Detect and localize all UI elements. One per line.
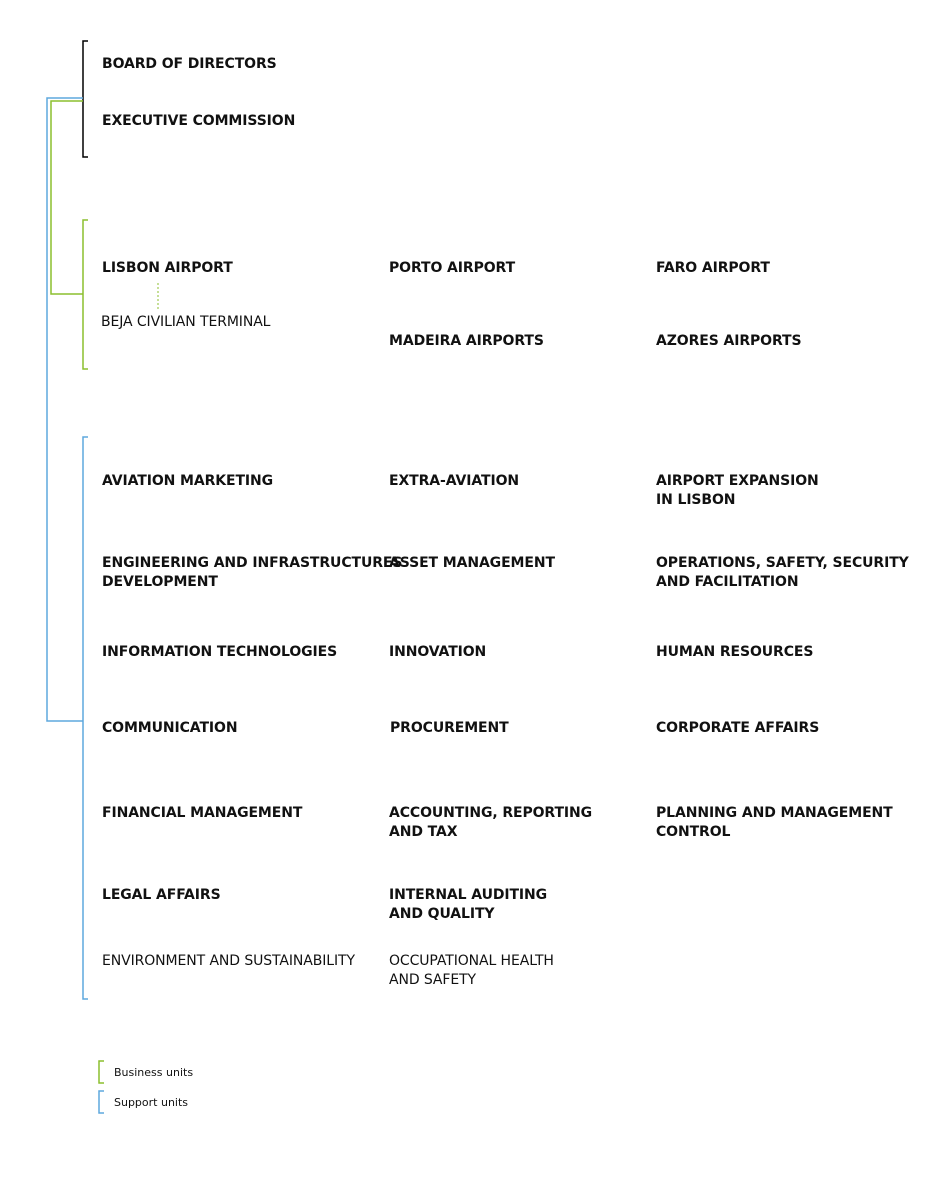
support-unit: ENVIRONMENT AND SUSTAINABILITY (102, 953, 355, 969)
support-unit: LEGAL AFFAIRS (102, 887, 221, 903)
support-unit: COMMUNICATION (102, 720, 238, 736)
support-unit: INTERNAL AUDITING AND QUALITY (389, 887, 548, 922)
support-unit: PROCUREMENT (390, 720, 509, 736)
beja-civilian-terminal: BEJA CIVILIAN TERMINAL (101, 314, 271, 330)
support-unit: ACCOUNTING, REPORTING AND TAX (389, 805, 593, 840)
azores-airports: AZORES AIRPORTS (656, 333, 802, 349)
support-unit: ENGINEERING AND INFRASTRUCTURES DEVELOPMENT (102, 555, 403, 590)
madeira-airports: MADEIRA AIRPORTS (389, 333, 544, 349)
support-unit: EXTRA-AVIATION (389, 473, 519, 489)
legend-business-label: Business units (114, 1066, 194, 1079)
porto-airport: PORTO AIRPORT (389, 260, 516, 276)
support-unit: AVIATION MARKETING (102, 473, 274, 489)
lisbon-airport: LISBON AIRPORT (102, 260, 233, 276)
legend-support-label: Support units (114, 1096, 189, 1109)
legend-business-bracket (99, 1061, 104, 1083)
support-unit: AIRPORT EXPANSION IN LISBON (656, 473, 819, 508)
support-unit: FINANCIAL MANAGEMENT (102, 805, 303, 821)
support-unit: INFORMATION TECHNOLOGIES (102, 644, 338, 660)
support-unit: ASSET MANAGEMENT (389, 555, 555, 571)
support-unit: OCCUPATIONAL HEALTH AND SAFETY (389, 953, 554, 988)
governance-bracket (83, 41, 88, 157)
board-of-directors: BOARD OF DIRECTORS (102, 56, 277, 72)
faro-airport: FARO AIRPORT (656, 260, 770, 276)
support-unit: CORPORATE AFFAIRS (656, 720, 820, 736)
support-connector (47, 98, 83, 721)
executive-commission: EXECUTIVE COMMISSION (102, 113, 296, 129)
support-unit: HUMAN RESOURCES (656, 644, 814, 660)
legend-support-bracket (99, 1091, 104, 1113)
business-connector (51, 101, 83, 294)
support-unit: PLANNING AND MANAGEMENT CONTROL (656, 805, 893, 840)
support-unit: OPERATIONS, SAFETY, SECURITY AND FACILITATION (656, 555, 909, 590)
support-unit: INNOVATION (389, 644, 487, 660)
support-bracket (83, 437, 88, 999)
business-bracket (83, 220, 88, 369)
